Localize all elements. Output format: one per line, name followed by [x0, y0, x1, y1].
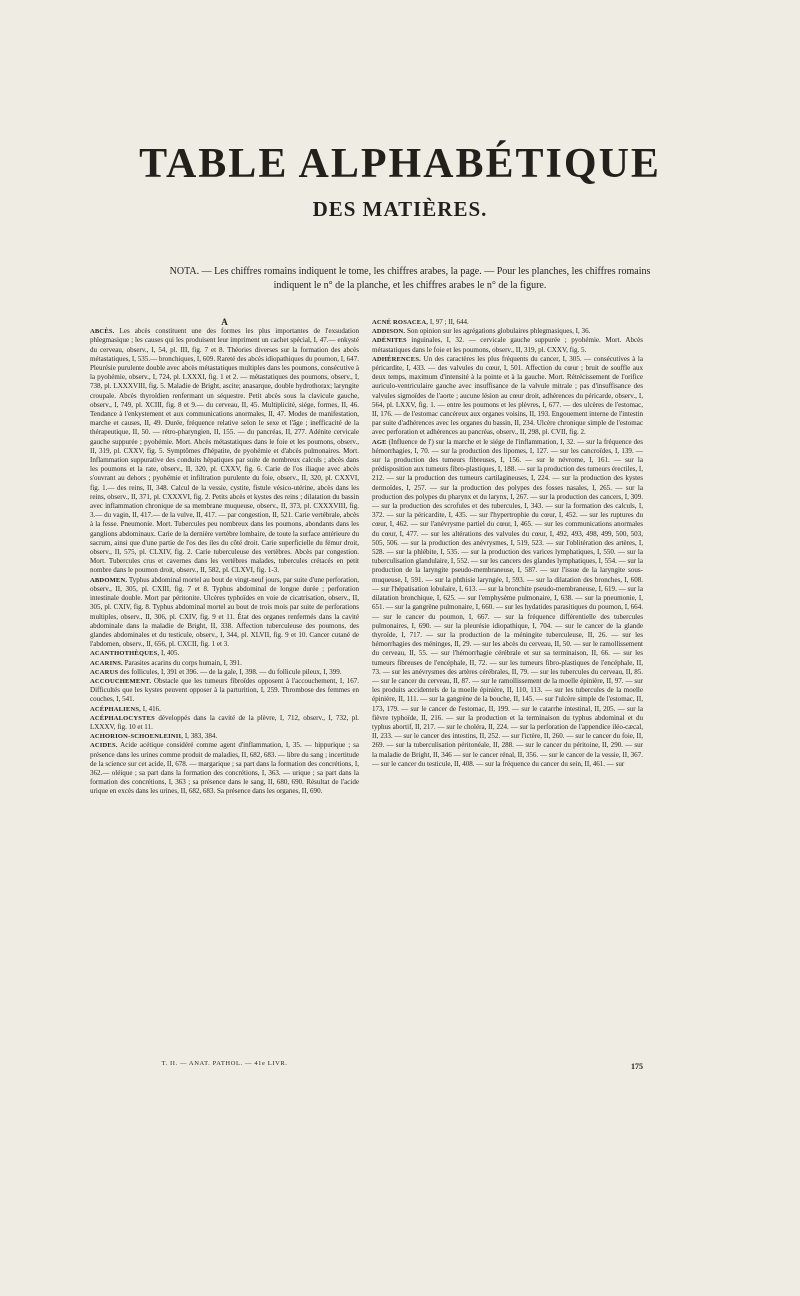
index-entry	[90, 677, 359, 705]
index-entry	[90, 327, 359, 575]
entry-text: Acide acétique considéré comme agent d'inflammation, I, 35. — hippurique ; sa présence dans les urines comme produit de maladies, II, 682, 683. — libre du sang ; incertitude de la science sur cet acide, II, 678. — margarique ; sa part dans la formation des concrétions, I, 362.— oléique ; sa part dans la formation des concrétions, I, 363. — urique ; sa part dans la formation des concrétions, I, 363 ; sa présence dans le sang, II, 680, 690. Résultat de l'acide urique en excès dans les urines, II, 682, 683. Sa présence dans les organes, II, 690.	[90, 741, 359, 796]
index-entry	[90, 732, 359, 741]
entry-text: I, 416.	[140, 704, 161, 713]
entry-heading: ADHÉRENCES.	[372, 355, 421, 363]
page-number: 175	[631, 1062, 643, 1071]
entry-heading: ABDOMEN.	[90, 576, 128, 584]
entry-text: Typhus abdominal mortel au bout de vingt-neuf jours, par suite d'une perforation, observ., II, 305, pl. CXIII, fig. 7 et 8. Typhus abdominal de longue durée ; perforation intestinale double. Mort par péritonite. Ulcères typhoïdes en voie de cicatrisation, observ., II, 305, pl. CXIV, fig. 8. Typhus abdominal mortel au bout de trois mois par suite de perforations multiples, observ., II, 306, pl. CXIV, fig. 9 et 11. État des organes renfermés dans la cavité abdominale dans la maladie de Bright, II, 338. Affection tuberculeuse des poumons, des glandes abdominales et du testicule, observ., I, 344, pl. XLVII, fig. 9 et 10. Cancer cutané de l'abdomen, observ., II, 656, pl. CXCII, fig. 1 et 3.	[90, 575, 359, 649]
section-letter: A	[221, 318, 228, 327]
index-entry	[90, 668, 359, 677]
page-footer: T. II. — ANAT. PATHOL. — 41e LIVR.	[161, 1060, 288, 1067]
index-entry	[372, 438, 643, 769]
index-entry	[372, 355, 643, 438]
index-entry	[90, 649, 359, 658]
entry-heading: ACÉPHALOCYSTES	[90, 714, 155, 722]
entry-text: inguinales, I, 32. — cervicale gauche suppurée ; pyohémie. Mort. Abcès métastatiques dans le foie et les poumons, observ., II, 319, pl. CXXV, fig. 5.	[372, 336, 643, 354]
entry-text: des follicules, I, 391 et 396. — de la gale, I, 398. — du follicule pileux, I, 399.	[118, 667, 342, 676]
index-entry	[90, 576, 359, 650]
entry-text: Les abcès constituent une des formes les plus importantes de l'exsudation phlegmasique ; les causes qui les produisent leur impriment un cachet spécial, I, 47.— enkysté du cerveau, observ., I, 54, pl. III, fig. 7 et 8. Théories diverses sur la formation des abcès métastatiques, I, 535.— bronchiques, I, 609. Rareté des abcès idiopathiques du poumon, I, 647. Pleurésie purulente double avec abcès métastatiques multiples dans les poumons, consécutive à la pyohémie, observ., I, 724, pl. LXXXI, fig. 1 et 2. — métastatiques des poumons, observ., I, 738, pl. LXXXVIII, fig. 5. Maladie de Bright, ascite; anasarque, double hydrothorax; laryngite croupale. Abcès thyroïdien renfermant un séquestre. Petit abcès sous la clavicule gauche, observ., I, 749, pl. XCIII, fig. 8 et 9.— du cerveau, II, 45. Multiplicité, siége, formes, II, 46. Tendance à l'enkystement et aux communications anormales, II, 47. Modes de manifestation, marche et causes, II, 49. Durée, fréquence relative selon le sexe et l'âge ; inefficacité de la thérapeutique, II, 50. — rétro-pharyngien, II, 155. — du pancréas, II, 277. Adénite cervicale gauche suppurée ; pyohémie. Mort. Abcès métastatiques dans le foie et les poumons, observ., II, 319, pl. CXXV, fig. 5. Symptômes d'hépatite, de pyohémie et d'abcès pulmonaires. Mort. Inflammation suppurative des conduits hépatiques par suite de nombreux calculs ; abcès dans les poumons et la rate, observ., II, 320, pl. CXXV, fig. 6. Carie de l'os iliaque avec abcès s'ouvrant au dehors ; pyohémie et infiltration purulente du foie, observ., II, 320, pl. CXXVI, fig. 1.— des reins, II, 348. Calcul de la vessie, cystite, fistule vésico-utérine, abcès dans les reins, observ., II, 371, pl. CXXXVI, fig. 2. Petits abcès et kystes des reins ; dilatation du bassin avec inflammation chronique de sa membrane muqueuse, observ., II, 373, pl. CXXXVIII, fig. 3.— du vagin, II, 417.— de la vulve, II, 417. — par congestion, II, 521. Carie vertébrale, abcès à la fesse. Pneumonie. Mort. Tubercules peu nombreux dans les poumons, abondants dans les ganglions abdominaux. Carie de la dernière vertèbre lombaire, de toute la surface antérieure du sacrum, ainsi que d'une partie de l'os des iles du côté droit. Carie superficielle du fémur droit, observ., II, 575, pl. CLXIV, fig. 2. Carie tuberculeuse des vertèbres. Abcès par congestion. Mort. Tubercules crus et cavernes dans les vertèbres malades, tubercules crétacés en petit nombre dans le poumon droit, observ., II, 582, pl. CLXVI, fig. 1-3.	[90, 327, 359, 575]
entry-heading: ACÉPHALIENS,	[90, 705, 141, 713]
entry-text: Parasites acarins du corps humain, I, 391.	[122, 658, 242, 667]
entry-text: Un des caractères les plus fréquents du cancer, I, 305. — consécutives à la péricardite, I, 433. — des valvules du cœur, I, 501. Affection du cœur ; bruit de souffle aux deux temps, maximum d'intensité à la pointe et à la gauche. Mort. Rétrécissement de l'orifice auriculo-ventriculaire gauche avec insuffisance de la valvule mitrale ; pas d'insuffisance des valvules sigmoïdes de l'aorte ; aucune lésion au cœur droit, adhérences du péricarde, observ., I, 564, pl. LXXV, fig. 1. — entre les poumons et les plèvres, I, 677. — des ulcères de l'estomac, II, 176. — de l'estomac cancéreux aux organes voisins, II, 193. Engouement interne de l'intestin par suite d'adhérences avec les organes du bassin, II, 234. Ulcère chronique simple de l'estomac avec perforation et adhérences au pancréas, observ., II, 298, pl. CVII, fig. 2.	[372, 354, 643, 437]
entry-heading: ACCOUCHEMENT.	[90, 677, 152, 685]
nota-note: NOTA. — Les chiffres romains indiquent le tome, les chiffres arabes, la page. — Pour les planches, les chiffres romains indiquent le n° de la planche, et les chiffres arabes le n° de la figure.	[169, 266, 651, 291]
entry-text: (Influence de l') sur la marche et le siége de l'inflammation, I, 32. — sur la fréquence des hémorrhagies, I, 70. — sur la production des lipomes, I, 127. — sur les cancroïdes, I, 139. — sur la production des tumeurs fibreuses, I, 156. — sur le névrome, I, 161. — sur la prédisposition aux tumeurs fibro-plastiques, I, 188. — sur la production des tumeurs érectiles, I, 212. — sur la production des tumeurs cartilagineuses, I, 224. — sur la production des kystes dermoïdes, I, 257. — sur la production des polypes des fosses nasales, I, 265. — sur la production des polypes du pharynx et du larynx, I, 267. — sur la production des cancers, I, 309. — sur la production des scrofules et des tubercules, I, 343. — sur la formation des calculs, I, 372. — sur la péricardite, I, 435. — sur l'hypertrophie du cœur, I, 452. — sur les ruptures du cœur, I, 462. — sur l'anévrysme partiel du cœur, I, 465. — sur les communications anormales du cœur, I, 477. — sur les altérations des valvules du cœur, I, 492, 493, 498, 499, 500, 503, 505, 506. — sur la production des anévrysmes, I, 519, 523. — sur l'oblitération des artères, I, 528. — sur la phlébite, I, 535. — sur la production des varices lymphatiques, I, 550. — sur la tuberculisation glandulaire, I, 552. — sur les cancers des glandes lymphatiques, I, 554. — sur la production de la laryngite pseudo-membraneuse, I, 587. — sur l'issue de la laryngite sous-muqueuse, I, 591. — sur la phthisie laryngée, I, 593. — sur la dilatation des bronches, I, 608. — sur l'hépatisation lobulaire, I, 613. — sur la bronchite pseudo-membraneuse, I, 619. — sur la dilatation bronchique, I, 625. — sur l'emphysème pulmonaire, I, 638. — sur la pneumonie, I, 651. — sur la gangrène pulmonaire, I, 660. — sur les hydatides parasitiques du poumon, I, 664. — sur le cancer du poumon, I, 667. — sur la fréquence différentielle des tubercules pulmonaires, I, 690. — sur la pleurésie idiopathique, I, 704. — sur le cancer de la glande thyroïde, I, 717. — sur la production de la méningite tuberculeuse, II, 26. — sur les hémorrhagies des méninges, II, 29. — sur les abcès du cerveau, II, 50. — sur le ramollissement du cerveau, II, 55. — sur l'hémorrhagie cérébrale et sur sa terminaison, II, 66. — sur les tumeurs fibreuses de l'encéphale, II, 72. — sur les tumeurs fibro-plastiques de l'encéphale, II, 73. — sur les anévrysmes des artères cérébrales, II, 79. — sur les tubercules du cerveau, II, 85. — sur le cancer du cerveau, II, 87. — sur le ramollissement de la moelle épinière, II, 97. — sur les produits accidentels de la moelle épinière, II, 110, 113. — sur les tubercules de la moelle épinière, II, 111. — sur la gangrène de la bouche, II, 145. — sur l'ulcère simple de l'estomac, II, 173, 179. — sur le cancer de l'estomac, II, 199. — sur le catarrhe intestinal, II, 205. — sur la fièvre typhoïde, II, 216. — sur la production et la terminaison du typhus abdominal et du typhus abortif, II, 217. — sur le choléra, II, 224. — sur la perforation de l'appendice iléo-cæcal, II, 233. — sur le cancer des intestins, II, 252. — sur l'ictère, II, 260. — sur le cancer du foie, II, 269. — sur la tuberculisation péritonéale, II, 288. — sur le cancer du péritoine, II, 290. — sur la maladie de Bright, II, 346 — sur le cancer rénal, II, 356. — sur le cancer de la vessie, II, 367. — sur le cancer du testicule, II, 408. — sur la fréquence du cancer du sein, II, 461. — sur	[372, 437, 643, 768]
index-entry	[372, 318, 643, 327]
index-entry	[90, 705, 359, 714]
entry-heading: AGE	[372, 438, 387, 446]
index-entry	[372, 336, 643, 354]
entry-text: Obstacle que les tumeurs fibroïdes opposent à l'accouchement, I, 167. Difficultés que les kystes peuvent opposer à la parturition, I, 259. Thrombose des femmes en couches, I, 541.	[90, 676, 359, 704]
entry-heading: ABCÈS.	[90, 328, 115, 336]
index-entry	[90, 659, 359, 668]
right-column	[372, 318, 643, 1069]
page-title: TABLE ALPHABÉTIQUE	[139, 141, 661, 187]
index-entry	[372, 327, 643, 336]
entry-text: I, 405.	[159, 649, 180, 658]
entry-text: I, 383, 384.	[183, 732, 218, 741]
left-column	[90, 318, 359, 1060]
entry-text: Son opinion sur les agrégations globulaires phlegmasiques, I, 36.	[405, 327, 591, 336]
page-subtitle: DES MATIÈRES.	[312, 197, 488, 221]
entry-heading: ACHORION-SCHOENLEINII,	[90, 733, 184, 741]
entry-heading: ADDISON.	[372, 328, 406, 336]
entry-text: I, 97 ; II, 644.	[428, 318, 469, 326]
entry-heading: ACIDES.	[90, 742, 118, 750]
index-entry	[90, 714, 359, 732]
entry-heading: ACNÉ ROSACEA,	[372, 319, 429, 326]
entry-heading: ACARINS.	[90, 659, 123, 667]
entry-text: développés dans la cavité de la plèvre, I, 712, observ., I, 732, pl. LXXXV, fig. 10 et 11.	[90, 713, 359, 731]
entry-heading: ADÉNITES	[372, 337, 407, 345]
entry-heading: ACARUS	[90, 668, 119, 676]
entry-heading: ACANTHOTHÈQUES,	[90, 650, 160, 658]
index-entry	[90, 741, 359, 796]
